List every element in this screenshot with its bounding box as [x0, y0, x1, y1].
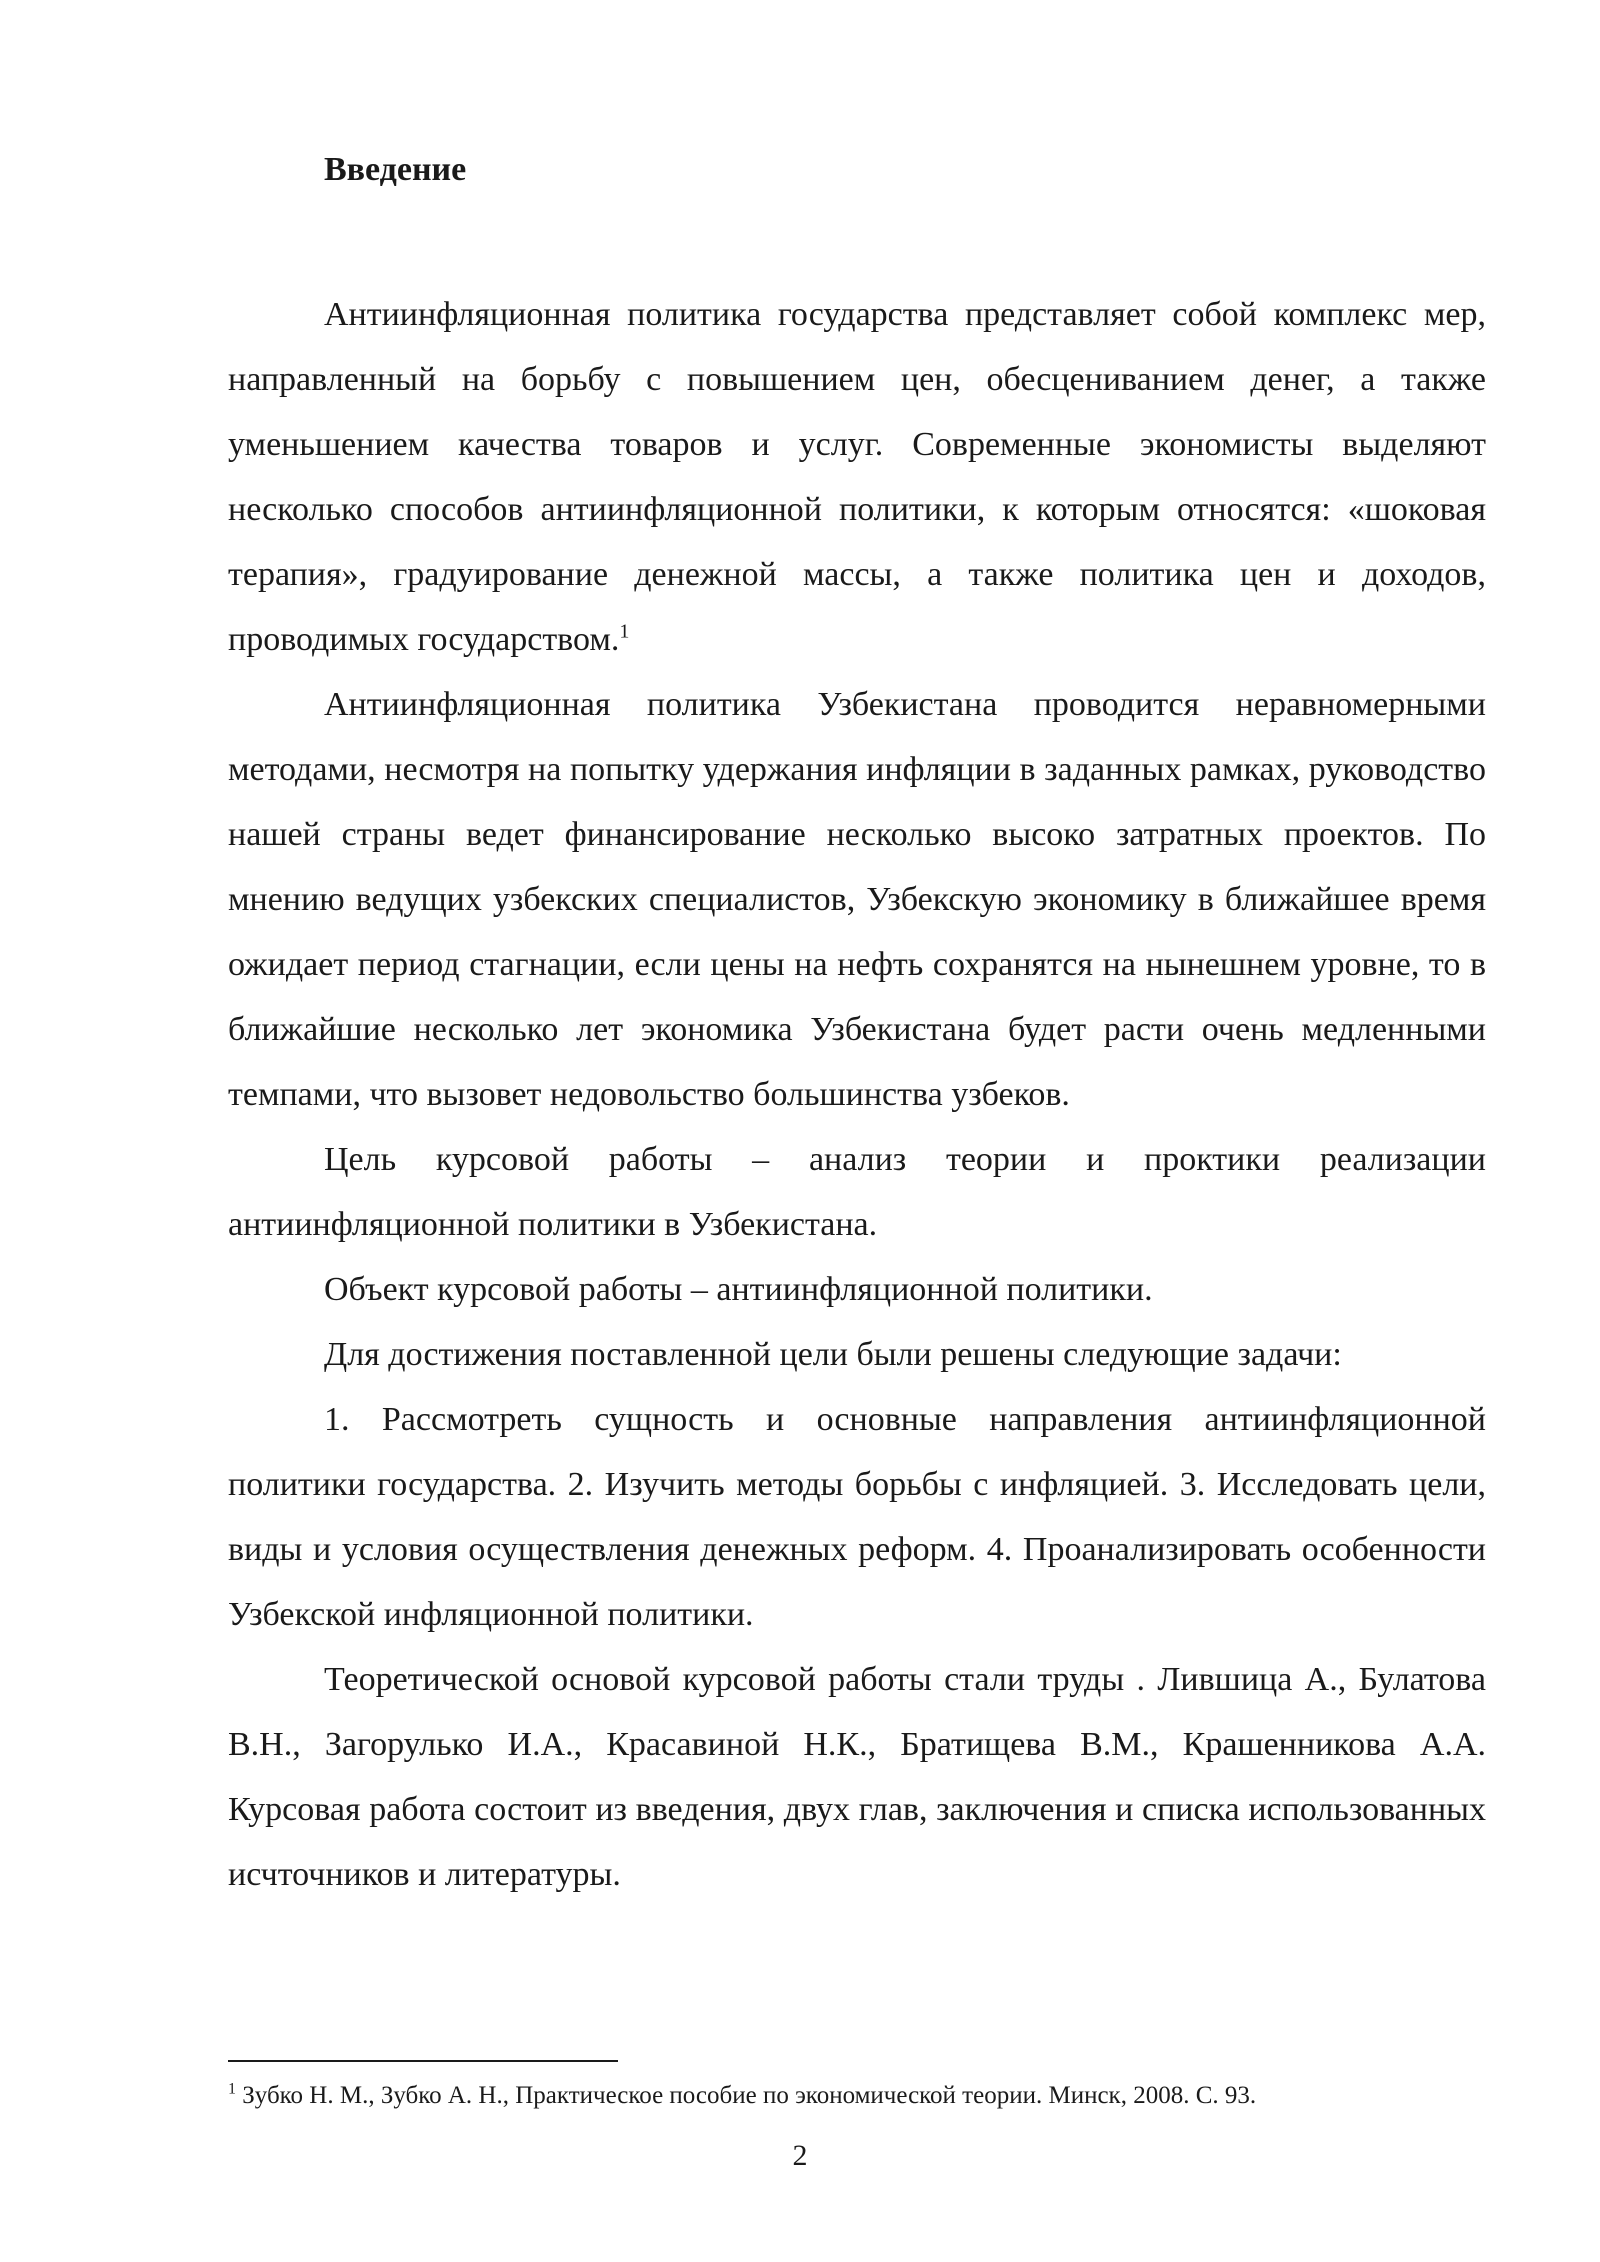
paragraph: Для достижения поставленной цели были решены следующие задачи: — [324, 1336, 1342, 1373]
paragraph: Объект курсовой работы – антиинфляционной политики. — [324, 1271, 1153, 1308]
body-text — [228, 282, 1486, 1907]
paragraph: Антиинфляционная политика Узбекистана проводится неравномерными методами, несмотря на попытку удержания инфляции в заданных рамках, руководство нашей страны ведет финансирование несколько высоко затратных проектов. По мнению ведущих узбекских специалистов, Узбекскую экономику в ближайшее время ожидает период стагнации, если цены на нефть сохранятся на нынешнем уровне, то в ближайшие несколько лет экономика Узбекистана будет расти очень медленными темпами, что вызовет недовольство большинства узбеков. — [228, 686, 1486, 1113]
footnote-separator — [228, 2060, 618, 2062]
section-heading: Введение — [324, 151, 467, 188]
paragraph-text: Антиинфляционная политика государства представляет собой комплекс мер, направленный на борьбу с повышением цен, обесцениванием денег, а также уменьшением качества товаров и услуг. Современные экономисты выделяют несколько способов антиинфляционной политики, к которым относятся: «шоковая терапия», градуирование денежной массы, а также политика цен и доходов, проводимых государством. — [228, 296, 1486, 658]
paragraph: Цель курсовой работы – анализ теории и проктики реализации антиинфляционной политики в Узбекистана. — [228, 1141, 1486, 1243]
footnote-reference: 1 — [619, 620, 630, 643]
paragraph: Теоретической основой курсовой работы стали труды . Лившица А., Булатова В.Н., Загорулько И.А., Красавиной Н.К., Братищева В.М., Крашенникова А.А. Курсовая работа состоит из введения, двух глав, заключения и списка использованных исчточников и литературы. — [228, 1661, 1486, 1893]
footnote — [228, 2080, 1486, 2112]
paragraph — [228, 282, 1486, 672]
footnote-text: Зубко Н. М., Зубко А. Н., Практическое пособие по экономической теории. Минск, 2008. С. 93. — [242, 2082, 1257, 2109]
footnote-number: 1 — [228, 2080, 236, 2098]
paragraph: 1. Рассмотреть сущность и основные направления антиинфляционной политики государства. 2. Изучить методы борьбы с инфляцией. 3. Исследовать цели, виды и условия осуществления денежных реформ. 4. Проанализировать особенности Узбекской инфляционной политики. — [228, 1401, 1486, 1633]
page-number: 2 — [792, 2139, 808, 2172]
